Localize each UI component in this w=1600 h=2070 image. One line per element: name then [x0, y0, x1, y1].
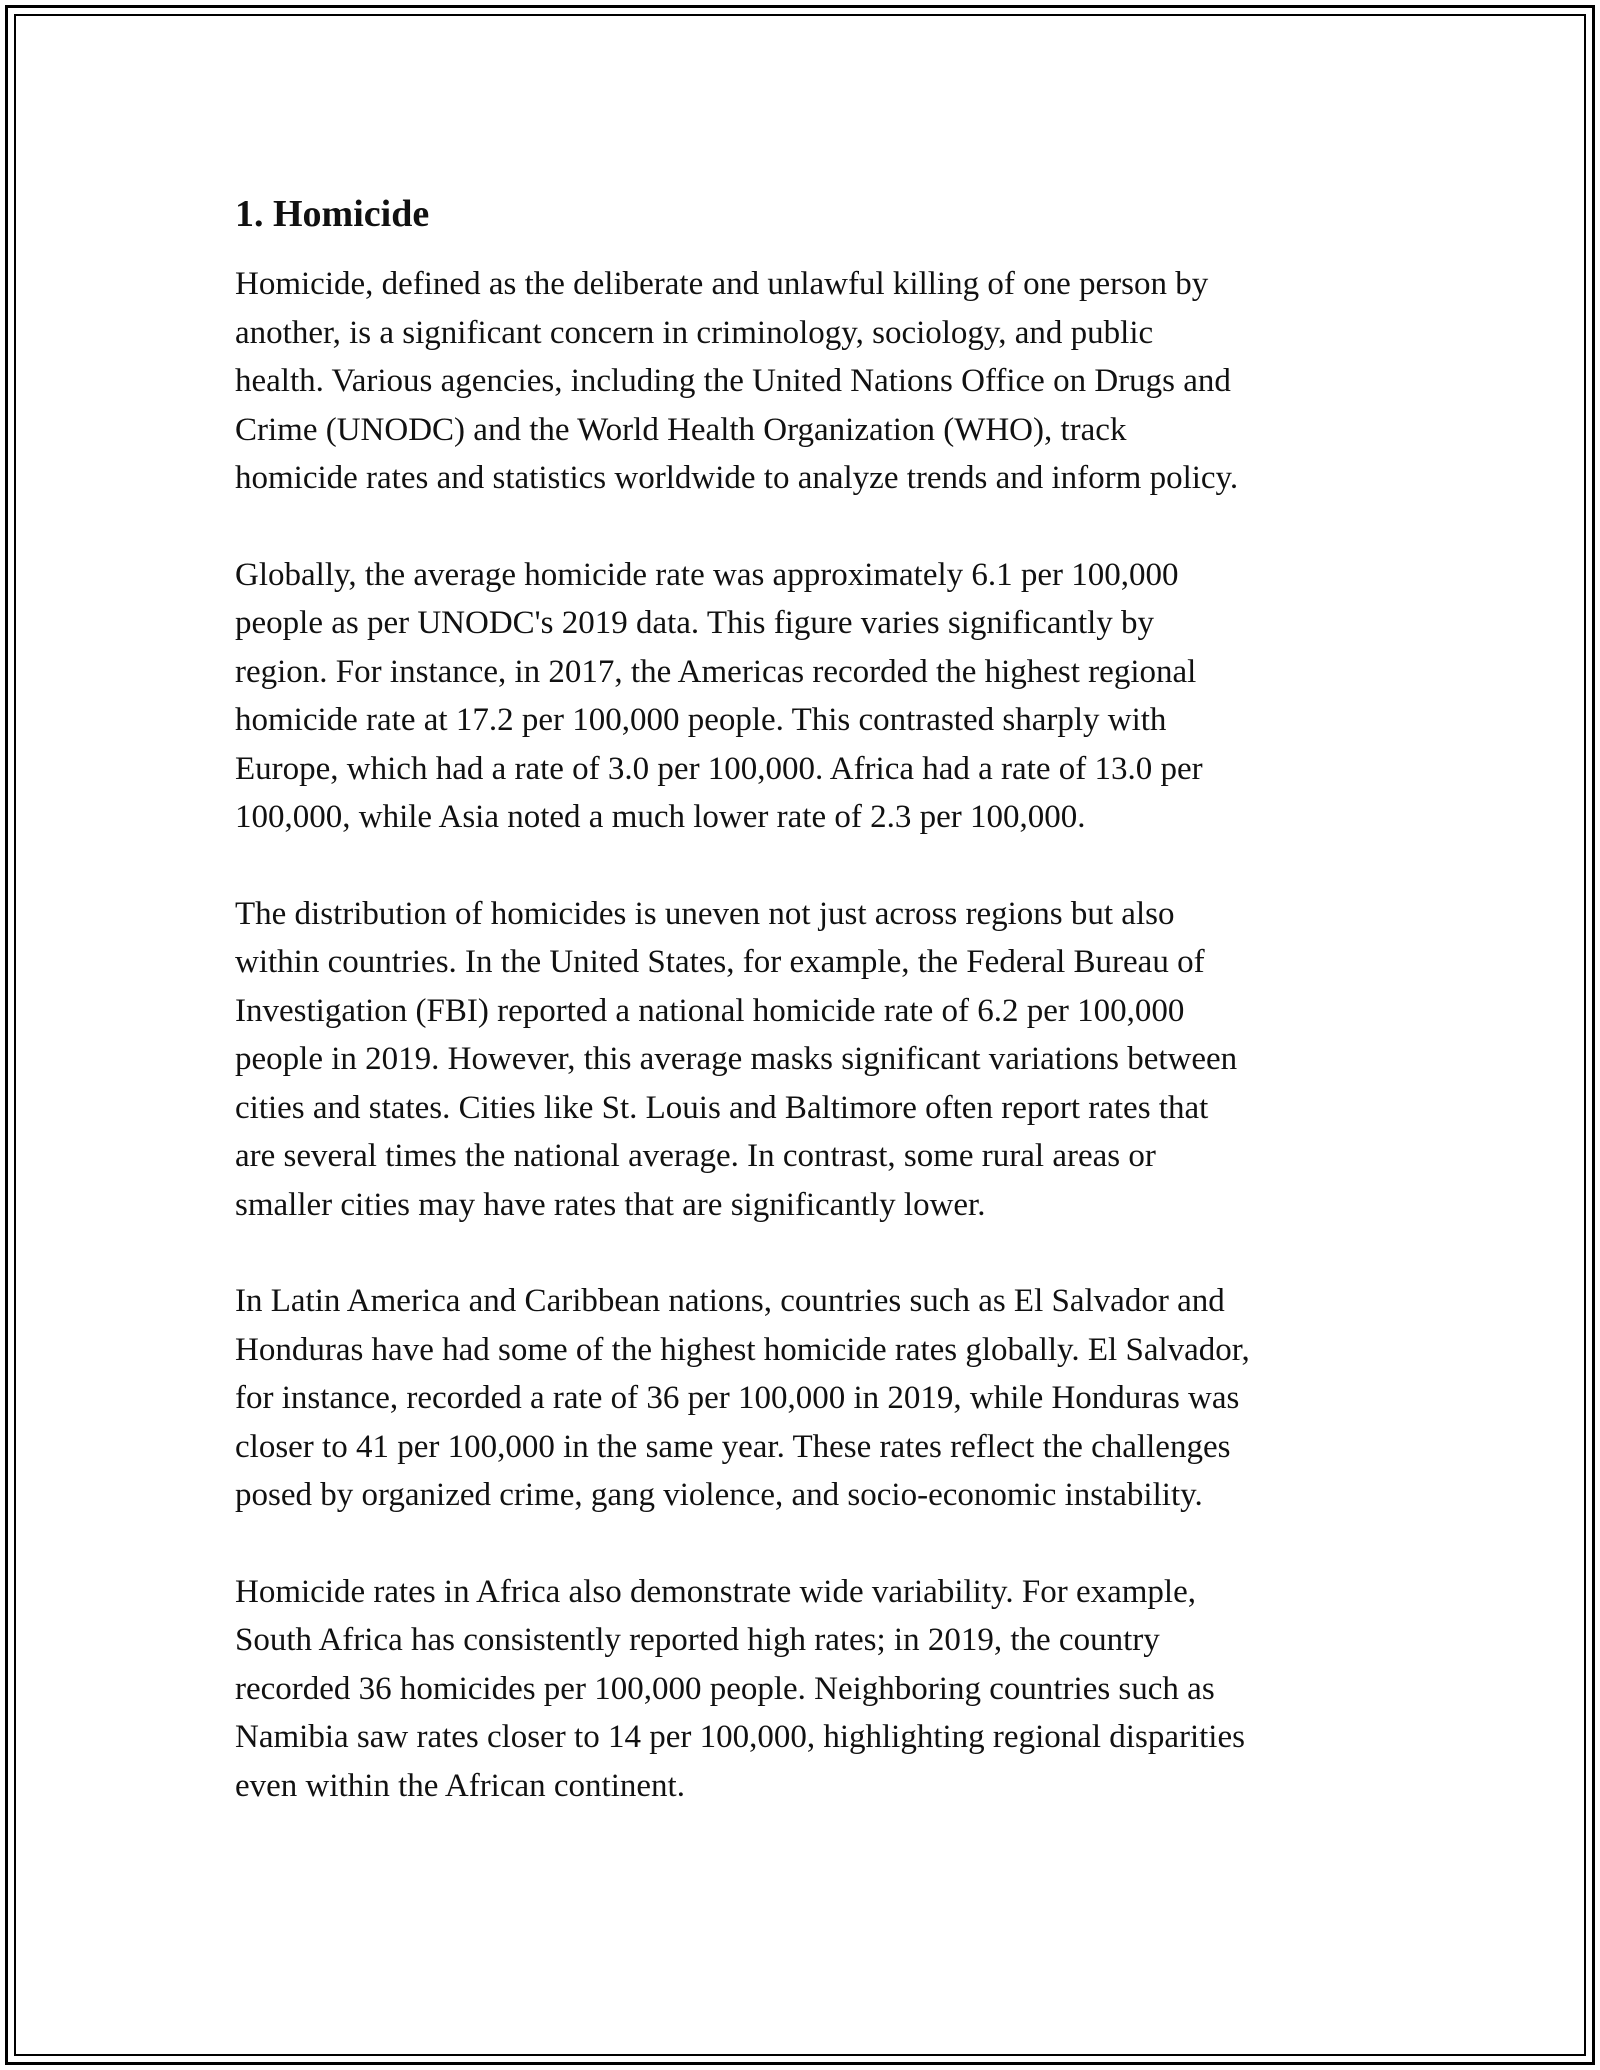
paragraph-line: people as per UNODC's 2019 data. This figure varies significantly by [235, 605, 1155, 641]
paragraph-1 [235, 260, 1385, 503]
paragraph-line: South Africa has consistently reported high rates; in 2019, the country [235, 1622, 1160, 1658]
paragraph-line: Globally, the average homicide rate was approximately 6.1 per 100,000 [235, 556, 1179, 593]
paragraph-5 [235, 1568, 1385, 1811]
paragraph-3 [235, 890, 1385, 1230]
paragraph-line: recorded 36 homicides per 100,000 people. Neighboring countries such as [235, 1670, 1215, 1707]
paragraph-line: Namibia saw rates closer to 14 per 100,000, highlighting regional disparities [235, 1719, 1245, 1755]
paragraph-line: for instance, recorded a rate of 36 per 100,000 in 2019, while Honduras was [235, 1380, 1240, 1416]
paragraph-4 [235, 1277, 1385, 1520]
paragraph-line: region. For instance, in 2017, the Americas recorded the highest regional [235, 653, 1197, 690]
paragraph-line: The distribution of homicides is uneven not just across regions but also [235, 895, 1175, 932]
paragraph-line: homicide rates and statistics worldwide to analyze trends and inform policy. [235, 460, 1239, 496]
paragraph-line: posed by organized crime, gang violence, and socio-economic instability. [235, 1477, 1203, 1513]
paragraph-line: Investigation (FBI) reported a national homicide rate of 6.2 per 100,000 [235, 992, 1185, 1029]
paragraph-line: Honduras have had some of the highest homicide rates globally. El Salvador, [235, 1331, 1250, 1368]
paragraph-line: Homicide rates in Africa also demonstrate wide variability. For example, [235, 1573, 1196, 1610]
paragraph-line: homicide rate at 17.2 per 100,000 people. This contrasted sharply with [235, 702, 1167, 738]
paragraph-line: cities and states. Cities like St. Louis and Baltimore often report rates that [235, 1089, 1209, 1126]
paragraph-line: In Latin America and Caribbean nations, countries such as El Salvador and [235, 1283, 1225, 1319]
paragraph-line: are several times the national average. In contrast, some rural areas or [235, 1138, 1156, 1174]
paragraph-line: Homicide, defined as the deliberate and unlawful killing of one person by [235, 266, 1209, 302]
paragraph-line: 100,000, while Asia noted a much lower rate of 2.3 per 100,000. [235, 799, 1086, 835]
paragraph-line: people in 2019. However, this average masks significant variations between [235, 1041, 1238, 1077]
section-heading: 1. Homicide [235, 193, 430, 235]
document-body [235, 186, 1385, 1858]
paragraph-line: smaller cities may have rates that are significantly lower. [235, 1186, 986, 1223]
paragraph-line: another, is a significant concern in criminology, sociology, and public [235, 314, 1154, 351]
paragraph-line: Crime (UNODC) and the World Health Organization (WHO), track [235, 411, 1127, 448]
paragraph-line: even within the African continent. [235, 1767, 685, 1804]
paragraph-2 [235, 551, 1385, 842]
paragraph-line: within countries. In the United States, for example, the Federal Bureau of [235, 944, 1205, 980]
paragraph-line: closer to 41 per 100,000 in the same year. These rates reflect the challenges [235, 1428, 1231, 1465]
paragraph-line: health. Various agencies, including the United Nations Office on Drugs and [235, 363, 1231, 399]
paragraph-line: Europe, which had a rate of 3.0 per 100,000. Africa had a rate of 13.0 per [235, 750, 1203, 787]
